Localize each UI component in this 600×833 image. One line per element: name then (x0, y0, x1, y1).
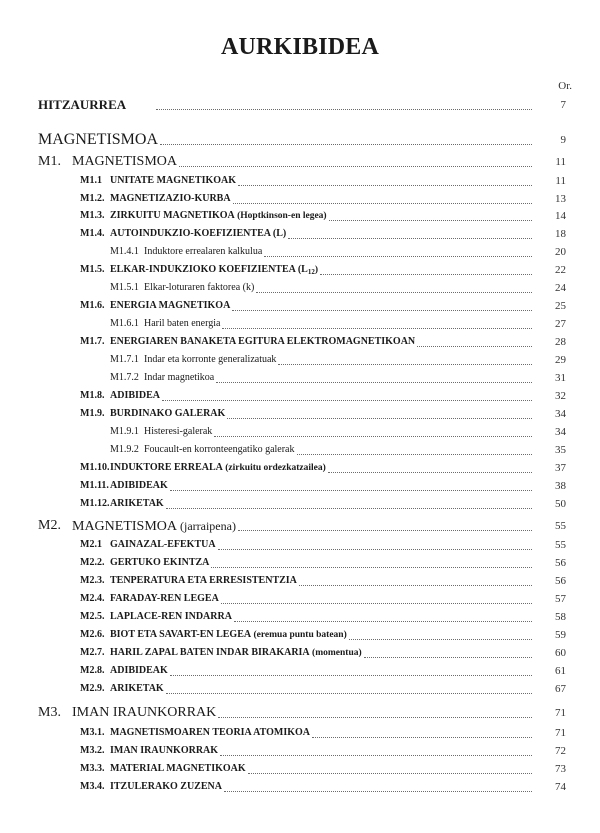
toc-entry-title (110, 644, 362, 662)
dot-leader (299, 584, 532, 586)
toc-entry-title (110, 172, 236, 190)
toc-entry-number: M1.6.1 (110, 318, 139, 329)
dot-leader (233, 202, 532, 204)
toc-entry[interactable] (0, 724, 600, 742)
toc-entry-title-main: MAGNETISMOA (72, 519, 177, 534)
toc-entry-page-number: 11 (555, 175, 566, 187)
page-column-label: Or. (558, 80, 572, 92)
toc-entry[interactable] (0, 608, 600, 626)
toc-entry-number: M2.1 (80, 539, 102, 550)
toc-entry[interactable] (0, 96, 600, 114)
dot-leader (156, 108, 532, 110)
toc-entry-number: M2.4. (80, 593, 105, 604)
toc-entry-page-number: 27 (555, 318, 566, 330)
toc-entry-title-suffix: (eremua puntu batean) (251, 630, 347, 640)
toc-entry-title-main: BURDINAKO GALERAK (110, 408, 226, 419)
toc-entry-title-main: HARIL ZAPAL BATEN INDAR BIRAKARIA (110, 647, 310, 658)
dot-leader (264, 255, 532, 257)
toc-entry-page-number: 56 (555, 557, 566, 569)
toc-entry[interactable] (0, 315, 600, 333)
toc-entry-title-suffix: (Hoptkinson-en legea) (234, 211, 327, 221)
toc-entry-page-number: 22 (555, 264, 566, 276)
toc-entry-number: M1.12. (80, 498, 110, 509)
toc-entry-title (72, 517, 236, 536)
toc-entry-page-number: 14 (555, 210, 566, 222)
toc-entry[interactable] (0, 626, 600, 644)
dot-leader (288, 237, 532, 239)
toc-entry-title-suffix: ) (314, 265, 318, 275)
toc-entry-number: M2.2. (80, 557, 105, 568)
toc-entry-title (110, 572, 297, 590)
dot-leader (232, 309, 532, 311)
toc-entry-number: M2.9. (80, 683, 105, 694)
toc-entry-title (110, 297, 230, 315)
toc-entry-title (110, 590, 219, 608)
toc-entry-number: M3.2. (80, 745, 105, 756)
toc-entry-title (38, 96, 126, 114)
dot-leader (227, 417, 532, 419)
toc-entry-page-number: 71 (555, 707, 566, 719)
dot-leader (297, 453, 532, 455)
dot-leader (234, 620, 532, 622)
toc-entry-title-main: GERTUKO EKINTZA (110, 557, 210, 568)
toc-entry-page-number: 25 (555, 300, 566, 312)
dot-leader (364, 656, 532, 658)
toc-entry-title-main: FARADAY-REN LEGEA (110, 593, 219, 604)
dot-leader (216, 381, 532, 383)
toc-entry-title (110, 760, 246, 778)
dot-leader (238, 529, 532, 531)
dot-leader (160, 143, 532, 145)
toc-entry-number: M2.6. (80, 629, 105, 640)
toc-entry-title (72, 153, 177, 171)
toc-entry-page-number: 9 (560, 134, 566, 146)
toc-entry-title-main: AUTOINDUKZIO-KOEFIZIENTEA (L) (110, 228, 287, 239)
toc-entry-title (110, 207, 327, 225)
toc-entry-title (110, 190, 231, 208)
toc-entry-page-number: 24 (555, 282, 566, 294)
toc-entry-page-number: 13 (555, 193, 566, 205)
toc-entry[interactable] (0, 680, 600, 698)
toc-entry[interactable] (0, 207, 600, 225)
toc-entry-page-number: 59 (555, 629, 566, 641)
toc-entry-title-suffix: (jarraipena) (177, 519, 236, 533)
toc-entry-title-main: ADIBIDEAK (110, 665, 168, 676)
toc-entry-title (144, 351, 276, 369)
toc-entry-title-main: Induktore errealaren kalkulua (144, 246, 263, 257)
toc-entry-number: M2.8. (80, 665, 105, 676)
toc-entry-title (144, 315, 220, 333)
toc-entry[interactable] (0, 243, 600, 261)
toc-entry-number: M1.7.1 (110, 354, 139, 365)
toc-entry[interactable] (0, 369, 600, 387)
toc-entry-title (110, 387, 160, 405)
toc-entry-page-number: 72 (555, 745, 566, 757)
toc-entry-title-main: ARIKETAK (110, 683, 164, 694)
toc-entry-title-main: Histeresi-galerak (144, 426, 213, 437)
toc-entry-title-main: ITZULERAKO ZUZENA (110, 781, 222, 792)
toc-entry-title-main: IMAN IRAUNKORRAK (110, 745, 219, 756)
dot-leader (179, 165, 532, 167)
toc-entry-page-number: 56 (555, 575, 566, 587)
toc-entry-page-number: 73 (555, 763, 566, 775)
toc-entry-title-main: HITZAURREA (38, 97, 127, 112)
toc-entry-page-number: 7 (560, 99, 566, 111)
toc-entry[interactable] (0, 172, 600, 190)
toc-entry-page-number: 11 (555, 156, 566, 168)
dot-leader (312, 736, 532, 738)
toc-entry-page-number: 32 (555, 390, 566, 402)
toc-entry-number: M2.3. (80, 575, 105, 586)
toc-entry[interactable] (0, 742, 600, 760)
toc-entry[interactable] (0, 387, 600, 405)
toc-entry-title (110, 495, 164, 513)
toc-entry-title (110, 662, 168, 680)
dot-leader (221, 602, 532, 604)
dot-leader (238, 184, 532, 186)
toc-entry-title-main: Foucault-en korronteengatiko galerak (144, 444, 295, 455)
toc-entry[interactable] (0, 704, 600, 722)
toc-entry-page-number: 61 (555, 665, 566, 677)
dot-leader (170, 489, 532, 491)
toc-entry-page-number: 57 (555, 593, 566, 605)
toc-entry-title-main: ELKAR-INDUKZIOKO KOEFIZIENTEA (L (110, 264, 308, 275)
toc-entry-title-main: ARIKETAK (110, 498, 164, 509)
toc-entry-number: M1.5.1 (110, 282, 139, 293)
dot-leader (256, 291, 532, 293)
toc-entry-number: M1.9.2 (110, 444, 139, 455)
toc-entry[interactable] (0, 477, 600, 495)
toc-entry-title (110, 724, 310, 742)
toc-entry[interactable] (0, 261, 600, 279)
toc-entry-title-main: ZIRKUITU MAGNETIKOA (110, 210, 235, 221)
toc-entry-title-suffix: (zirkuitu ordezkatzailea) (222, 463, 326, 473)
toc-entry-title-main: MAGNETISMOA (72, 154, 177, 169)
toc-entry-title (110, 261, 318, 281)
toc-entry-title (110, 225, 286, 243)
toc-entry[interactable] (0, 644, 600, 662)
toc-entry[interactable] (0, 153, 600, 171)
dot-leader (222, 327, 532, 329)
toc-entry-page-number: 55 (555, 539, 566, 551)
toc-entry-title-main: MAGNETISMOA (38, 131, 158, 148)
toc-entry-number: M1.1 (80, 175, 102, 186)
toc-entry-title-main: Indar magnetikoa (144, 372, 215, 383)
toc-entry-number: M1. (38, 154, 61, 169)
toc-entry-number: M2.7. (80, 647, 105, 658)
toc-entry-title (38, 131, 158, 149)
toc-entry-title-main: BIOT ETA SAVART-EN LEGEA (110, 629, 252, 640)
toc-entry-number: M1.4.1 (110, 246, 139, 257)
toc-entry[interactable] (0, 662, 600, 680)
toc-entry-page-number: 74 (555, 781, 566, 793)
toc-entry-title-main: Elkar-loturaren faktorea (k) (144, 282, 255, 293)
dot-leader (220, 754, 532, 756)
toc-entry-title (110, 405, 225, 423)
toc-entry-page-number: 37 (555, 462, 566, 474)
dot-leader (170, 674, 532, 676)
toc-entry-number: M2. (38, 518, 61, 533)
toc-entry[interactable] (0, 131, 600, 149)
toc-entry-page-number: 55 (555, 520, 566, 532)
toc-entry-number: M1.6. (80, 300, 105, 311)
toc-entry-title (110, 536, 216, 554)
toc-entry-number: M1.9.1 (110, 426, 139, 437)
toc-entry-number: M1.11. (80, 480, 109, 491)
toc-entry-title (144, 423, 212, 441)
toc-entry-number: M2.5. (80, 611, 105, 622)
toc-entry-page-number: 31 (555, 372, 566, 384)
toc-entry-number: M1.9. (80, 408, 105, 419)
toc-entry-title (110, 554, 209, 572)
toc-entry[interactable] (0, 459, 600, 477)
page-title: AURKIBIDEA (220, 34, 380, 60)
toc-entry-number: M3. (38, 705, 61, 720)
toc-entry-page-number: 35 (555, 444, 566, 456)
toc-entry-title-main: MAGNETIZAZIO-KURBA (110, 193, 231, 204)
toc-entry-number: M1.5. (80, 264, 105, 275)
toc-entry-title-main: ADIBIDEA (110, 390, 161, 401)
toc-entry-title-main: Haril baten energia (144, 318, 221, 329)
toc-entry-title-main: IMAN IRAUNKORRAK (72, 705, 217, 720)
toc-entry-title-main: LAPLACE-REN INDARRA (110, 611, 232, 622)
toc-entry-page-number: 71 (555, 727, 566, 739)
dot-leader (166, 507, 532, 509)
dot-leader (218, 548, 532, 550)
toc-entry[interactable] (0, 190, 600, 208)
toc-entry-page-number: 60 (555, 647, 566, 659)
dot-leader (162, 399, 532, 401)
toc-entry-title (110, 459, 326, 477)
toc-entry-number: M3.1. (80, 727, 105, 738)
dot-leader (320, 273, 532, 275)
toc-entry-title-suffix: (momentua) (309, 648, 362, 658)
toc-entry-number: M1.2. (80, 193, 105, 204)
toc-entry-title (110, 333, 415, 351)
toc-entry-page-number: 18 (555, 228, 566, 240)
toc-entry-title (144, 279, 254, 297)
toc-entry[interactable] (0, 572, 600, 590)
dot-leader (278, 363, 532, 365)
toc-entry-title-main: ENERGIA MAGNETIKOA (110, 300, 231, 311)
toc-entry[interactable] (0, 441, 600, 459)
dot-leader (328, 471, 532, 473)
toc-entry[interactable] (0, 297, 600, 315)
toc-entry-title-main: Indar eta korronte generalizatuak (144, 354, 277, 365)
toc-entry-title (110, 626, 347, 644)
toc-entry-title (110, 742, 218, 760)
toc-entry-number: M3.4. (80, 781, 105, 792)
dot-leader (224, 790, 532, 792)
dot-leader (417, 345, 532, 347)
toc-entry-title-main: MAGNETISMOAREN TEORIA ATOMIKOA (110, 727, 311, 738)
toc-entry-page-number: 67 (555, 683, 566, 695)
toc-entry-title-main: GAINAZAL-EFEKTUA (110, 539, 216, 550)
toc-entry[interactable] (0, 536, 600, 554)
toc-entry-page-number: 34 (555, 408, 566, 420)
toc-entry-page-number: 50 (555, 498, 566, 510)
toc-entry[interactable] (0, 554, 600, 572)
toc-entry-subscript: 12 (307, 268, 315, 276)
toc-entry-title (110, 778, 222, 796)
toc-entry-page-number: 58 (555, 611, 566, 623)
toc-entry-page-number: 28 (555, 336, 566, 348)
toc-entry-title (72, 704, 216, 722)
toc-entry-title-main: ENERGIAREN BANAKETA EGITURA ELEKTROMAGNETIKOAN (110, 336, 416, 347)
toc-entry-number: M1.7. (80, 336, 105, 347)
dot-leader (248, 772, 532, 774)
toc-entry-title-main: UNITATE MAGNETIKOAK (110, 175, 237, 186)
toc-entry-title (110, 680, 164, 698)
toc-entry-number: M3.3. (80, 763, 105, 774)
toc-entry-title (144, 243, 262, 261)
toc-entry[interactable] (0, 333, 600, 351)
toc-entry[interactable] (0, 423, 600, 441)
toc-entry-page-number: 20 (555, 246, 566, 258)
toc-entry[interactable] (0, 590, 600, 608)
toc-entry[interactable] (0, 760, 600, 778)
toc-entry-number: M1.8. (80, 390, 105, 401)
dot-leader (218, 716, 532, 718)
dot-leader (166, 692, 532, 694)
toc-entry[interactable] (0, 225, 600, 243)
toc-entry-title (110, 477, 168, 495)
toc-entry[interactable] (0, 517, 600, 535)
toc-entry-title-main: MATERIAL MAGNETIKOAK (110, 763, 246, 774)
toc-entry[interactable] (0, 405, 600, 423)
toc-entry-number: M1.7.2 (110, 372, 139, 383)
toc-entry[interactable] (0, 351, 600, 369)
toc-entry[interactable] (0, 495, 600, 513)
toc-entry-number: M1.3. (80, 210, 105, 221)
toc-entry-title (144, 441, 295, 459)
toc-entry[interactable] (0, 279, 600, 297)
toc-entry[interactable] (0, 778, 600, 796)
toc-entry-title (144, 369, 214, 387)
toc-entry-title-main: INDUKTORE ERREALA (110, 462, 223, 473)
toc-entry-title (110, 608, 232, 626)
dot-leader (211, 566, 532, 568)
dot-leader (349, 638, 532, 640)
toc-entry-title-main: ADIBIDEAK (110, 480, 168, 491)
dot-leader (214, 435, 532, 437)
toc-entry-page-number: 34 (555, 426, 566, 438)
toc-entry-page-number: 29 (555, 354, 566, 366)
dot-leader (329, 219, 532, 221)
toc-entry-title-main: TENPERATURA ETA ERRESISTENTZIA (110, 575, 297, 586)
toc-entry-page-number: 38 (555, 480, 566, 492)
toc-entry-number: M1.10. (80, 462, 110, 473)
toc-entry-number: M1.4. (80, 228, 105, 239)
